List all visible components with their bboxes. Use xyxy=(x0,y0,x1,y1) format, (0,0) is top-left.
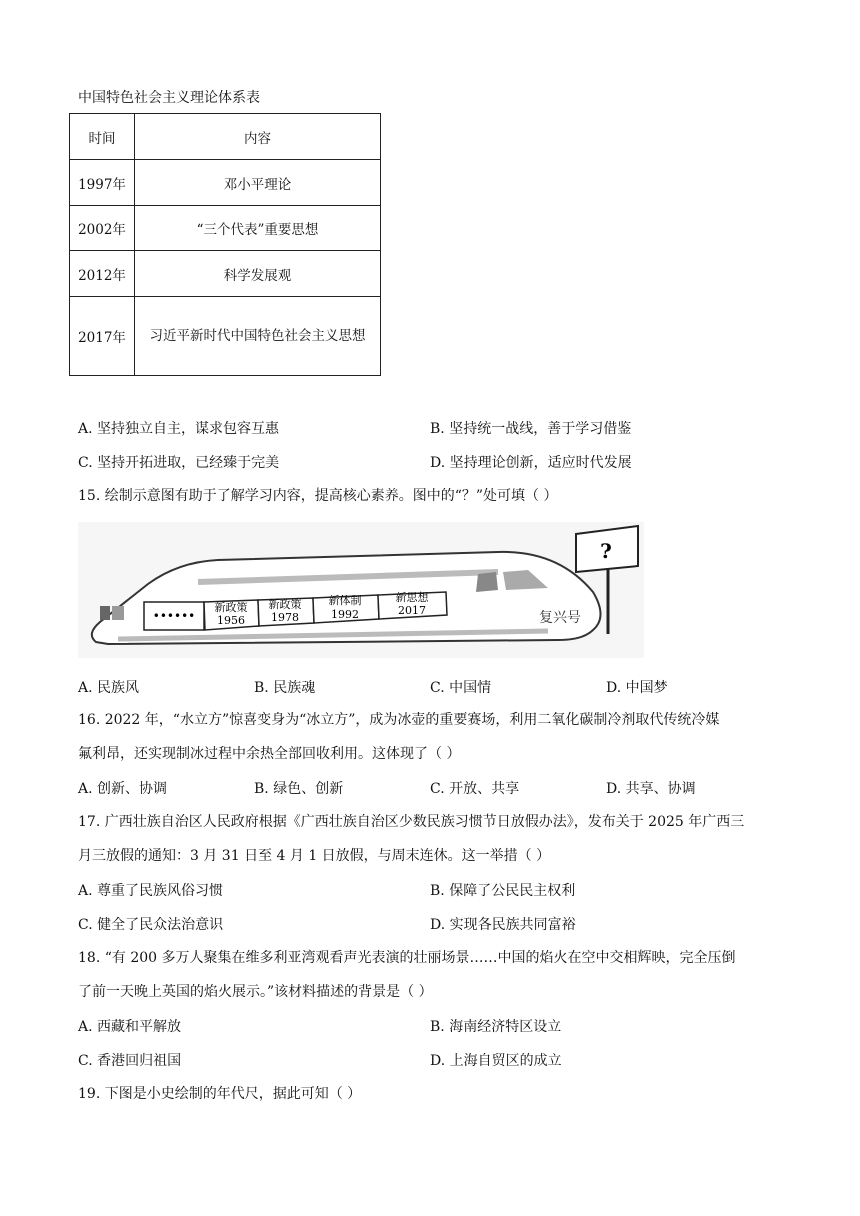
table-header-time: 时间 xyxy=(70,114,135,160)
train-cab-window xyxy=(476,572,498,592)
svg-text:新思想: 新思想 xyxy=(395,591,429,604)
train-name: 复兴号 xyxy=(539,610,581,626)
q18-option-a[interactable]: A. 西藏和平解放 xyxy=(78,1019,182,1035)
q16-option-c[interactable]: C. 开放、共享 xyxy=(430,781,520,797)
svg-text:1992: 1992 xyxy=(331,608,359,621)
svg-text:2017: 2017 xyxy=(398,604,426,617)
sign-question-mark: ? xyxy=(600,539,612,563)
table-cell-content: 习近平新时代中国特色社会主义思想 xyxy=(135,297,381,376)
table-cell-year: 2017年 xyxy=(70,297,135,376)
q18-stem-line2: 了前一天晚上英国的焰火展示。”该材料描述的背景是（ ） xyxy=(78,984,433,1000)
train-dots-text: •••••• xyxy=(152,609,196,623)
svg-text:1956: 1956 xyxy=(217,614,245,627)
q15-option-d[interactable]: D. 中国梦 xyxy=(606,680,668,696)
train-illustration xyxy=(78,522,644,658)
q17-option-c[interactable]: C. 健全了民众法治意识 xyxy=(78,917,224,933)
table-row xyxy=(70,160,381,206)
svg-text:新体制: 新体制 xyxy=(328,594,362,607)
q16-stem-line2: 氟利昂，还实现制冰过程中余热全部回收利用。这体现了（ ） xyxy=(78,746,461,762)
svg-text:1978: 1978 xyxy=(271,611,299,624)
q18-option-d[interactable]: D. 上海自贸区的成立 xyxy=(430,1053,562,1069)
q19-stem: 19. 下图是小史绘制的年代尺，据此可知（ ） xyxy=(78,1086,362,1102)
table-header-content: 内容 xyxy=(135,114,381,160)
train-front-window xyxy=(112,606,124,620)
q18-option-b[interactable]: B. 海南经济特区设立 xyxy=(430,1019,562,1035)
q14-option-b[interactable]: B. 坚持统一战线，善于学习借鉴 xyxy=(430,421,632,437)
q18-stem-line1: 18. “有 200 多万人聚集在维多利亚湾观看声光表演的壮丽场景……中国的焰火在空中交相辉映，完全压倒 xyxy=(78,950,736,966)
q17-stem-line2: 月三放假的通知：3 月 31 日至 4 月 1 日放假，与周末连休。这一举措（ ） xyxy=(78,848,551,864)
q17-option-a[interactable]: A. 尊重了民族风俗习惯 xyxy=(78,883,224,899)
q17-option-d[interactable]: D. 实现各民族共同富裕 xyxy=(430,917,576,933)
q15-option-b[interactable]: B. 民族魂 xyxy=(254,680,316,696)
q14-option-d[interactable]: D. 坚持理论创新，适应时代发展 xyxy=(430,455,632,471)
table-row xyxy=(70,251,381,297)
q15-option-a[interactable]: A. 民族风 xyxy=(78,680,140,696)
table-cell-year: 1997年 xyxy=(70,160,135,206)
train-car-1992 xyxy=(313,593,379,623)
q14-option-a[interactable]: A. 坚持独立自主，谋求包容互惠 xyxy=(78,421,280,437)
table-cell-content: 邓小平理论 xyxy=(135,160,381,206)
q16-option-a[interactable]: A. 创新、协调 xyxy=(78,781,168,797)
table-cell-year: 2012年 xyxy=(70,251,135,297)
svg-text:新政策: 新政策 xyxy=(214,601,248,614)
table-cell-year: 2002年 xyxy=(70,206,135,251)
q16-option-b[interactable]: B. 绿色、创新 xyxy=(254,781,344,797)
table-cell-content: 科学发展观 xyxy=(135,251,381,297)
q15-option-c[interactable]: C. 中国情 xyxy=(430,680,492,696)
train-car-1956 xyxy=(204,600,259,630)
train-car-1978 xyxy=(258,597,314,626)
theory-table xyxy=(69,113,381,376)
q17-stem-line1: 17. 广西壮族自治区人民政府根据《广西壮族自治区少数民族习惯节日放假办法》，发布关于 2025 年广西三 xyxy=(78,814,745,830)
train-car-2017 xyxy=(378,590,447,619)
table-row xyxy=(70,206,381,251)
q16-option-d[interactable]: D. 共享、协调 xyxy=(606,781,696,797)
train-front-window xyxy=(100,606,110,620)
q16-stem-line1: 16. 2022 年，“水立方”惊喜变身为“冰立方”，成为冰壶的重要赛场，利用二氧化碳制冷剂取代传统冷媒 xyxy=(78,712,720,728)
q18-option-c[interactable]: C. 香港回归祖国 xyxy=(78,1053,182,1069)
svg-text:新政策: 新政策 xyxy=(268,598,302,611)
table-header-row xyxy=(70,114,381,160)
q17-option-b[interactable]: B. 保障了公民民主权利 xyxy=(430,883,576,899)
q15-stem: 15. 绘制示意图有助于了解学习内容，提高核心素养。图中的“？”处可填（ ） xyxy=(78,488,558,504)
train-diagram xyxy=(78,522,644,658)
q14-option-c[interactable]: C. 坚持开拓进取，已经臻于完美 xyxy=(78,455,280,471)
table-cell-content: “三个代表”重要思想 xyxy=(135,206,381,251)
table-caption: 中国特色社会主义理论体系表 xyxy=(78,90,260,106)
table-row xyxy=(70,297,381,376)
